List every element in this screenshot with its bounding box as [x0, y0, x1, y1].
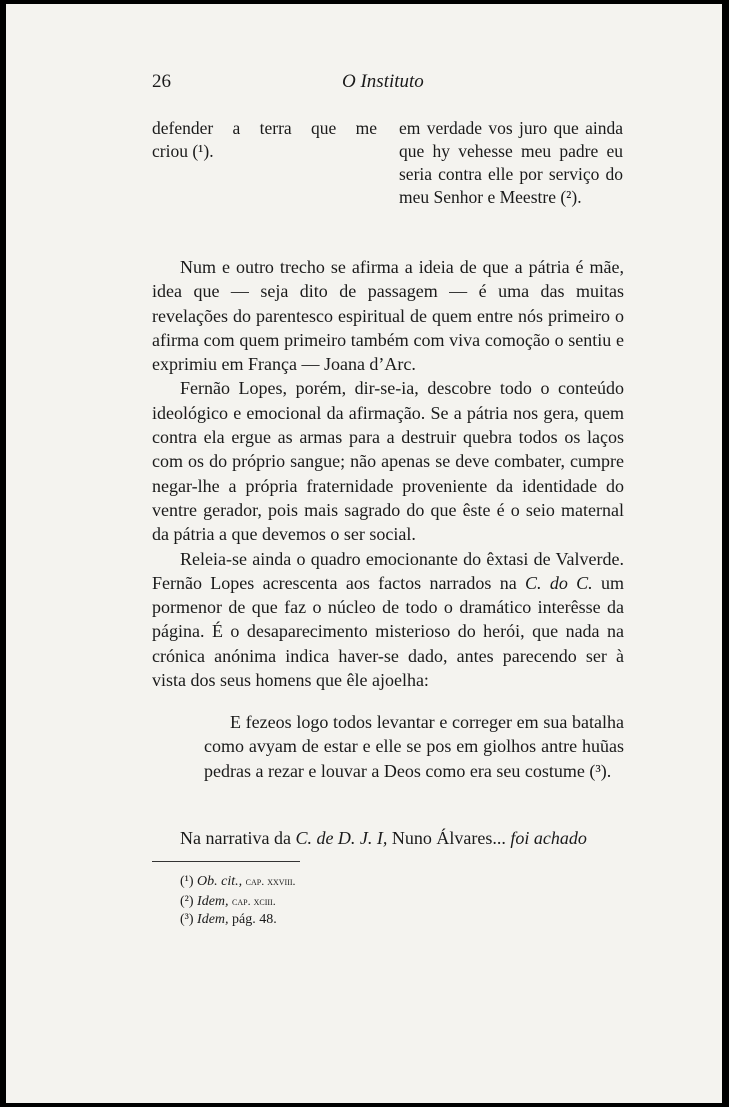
- footnote-mark: (¹): [180, 874, 194, 889]
- italic-reference: C. do C.: [525, 572, 593, 593]
- running-title: O Instituto: [342, 71, 424, 92]
- left-column-line-1: [152, 117, 377, 140]
- text: Na narrativa da: [180, 828, 296, 848]
- word: a: [232, 118, 241, 138]
- paragraph-text: um pormenor de que faz o núcleo de todo o dramático interêsse da página. É o desaparecimento misterioso do herói, que nada na crónica anónima indica haver-se dado, antes parecendo ser à vista dos seus homens que êle ajoelha:: [152, 572, 624, 691]
- right-column-quote: em verdade vos juro que ainda que hy vehesse meu padre eu seria contra elle por serviço do meu Senhor e Meestre (²).: [399, 118, 623, 207]
- paragraph: Num e outro trecho se afirma a ideia de que a pátria é mãe, idea que — seja dito de passagem — é uma das muitas revelações do parentesco espiritual de quem entre nós primeiro o afirma com quem primeiro também com viva comoção o sentiu e exprimiu em França — Joana d’Arc.: [152, 257, 624, 375]
- word: defender: [152, 118, 214, 138]
- word: me: [355, 118, 377, 138]
- footnote-ref: Ob. cit.,: [197, 874, 243, 889]
- footnote-rest: pág. 48.: [232, 912, 277, 927]
- body-text: [152, 255, 624, 692]
- paragraph: Fernão Lopes, porém, dir-se-ia, descobre todo o conteúdo ideológico e emocional da afirmação. Se a pátria nos gera, quem contra ela ergue as armas para a destruir quebra todos os laços com os do próprio sangue; não apenas se deve combater, cumpre negar-lhe a própria fraternidade proveniente da identidade do ventre gerador, pois mais sagrado do que êste é o seio maternal da pátria a que devemos o ser social.: [152, 378, 624, 545]
- left-column-line-2: criou (¹).: [152, 141, 214, 161]
- footnotes: [180, 872, 296, 930]
- footnote-mark: (²): [180, 893, 194, 909]
- footnote-mark: (³): [180, 912, 194, 927]
- footnote-ref: Idem,: [197, 912, 229, 927]
- footnote-ref: Idem,: [197, 893, 229, 909]
- footnote-rest: cap. xciii.: [232, 893, 276, 908]
- page-header: [152, 71, 622, 95]
- text: Nuno Álvares...: [387, 828, 511, 848]
- footnote-rule: [152, 861, 300, 862]
- quote-text: E fezeos logo todos levantar e correger em sua batalha como avyam de estar e elle se pos em giolhos antre huũas pedras a rezar e louvar a Deos como era seu costume (³).: [204, 712, 624, 781]
- footnote-rest: cap. xxviii.: [245, 874, 296, 888]
- paragraph: [152, 547, 624, 693]
- page-number: 26: [152, 71, 171, 92]
- word: terra: [259, 118, 292, 138]
- italic-reference: C. de D. J. I,: [295, 828, 388, 848]
- footnote: [180, 911, 296, 930]
- left-column-quote: [152, 117, 377, 163]
- italic-text: foi achado: [510, 828, 587, 848]
- block-quote: [204, 710, 624, 783]
- last-line: [180, 826, 624, 850]
- word: que: [311, 118, 337, 138]
- footnote: [180, 892, 296, 912]
- paragraph-text: Releia-se ainda o quadro emocionante do êxtasi de Valverde. Fernão Lopes acrescenta aos factos narrados na: [152, 548, 624, 593]
- footnote: [180, 872, 296, 892]
